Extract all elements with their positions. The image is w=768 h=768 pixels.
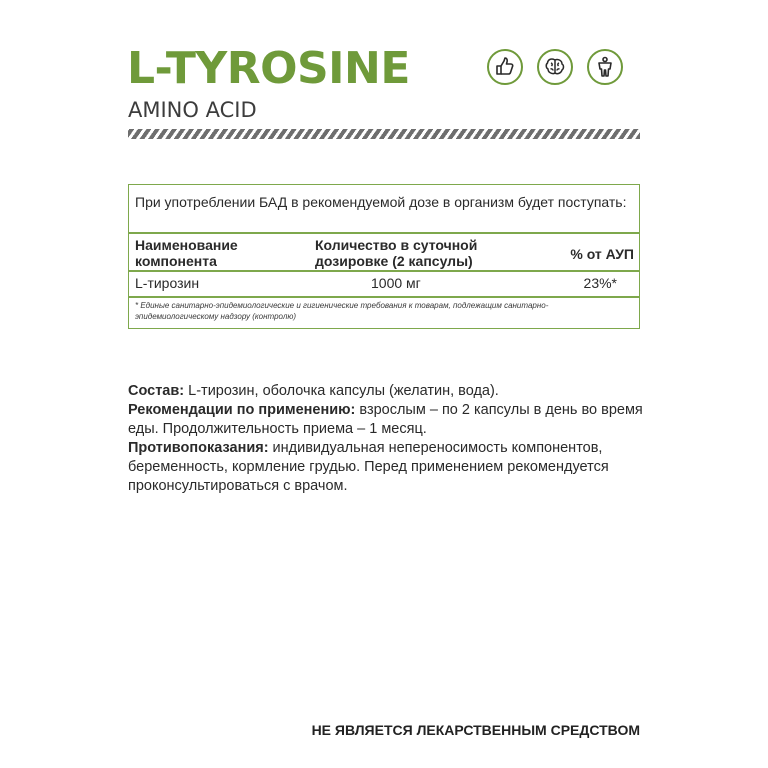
body-figure-icon (587, 49, 623, 85)
usage-label: Рекомендации по применению: (128, 402, 356, 418)
disclaimer-text: НЕ ЯВЛЯЕТСЯ ЛЕКАРСТВЕННЫМ СРЕДСТВОМ (311, 722, 640, 738)
row-amount: 1000 мг (371, 275, 421, 291)
usage-paragraph (128, 401, 648, 439)
product-title: L-TYROSINE (127, 43, 410, 94)
decorative-stripe (128, 129, 640, 139)
table-divider (129, 270, 639, 272)
composition-text: L-тирозин, оболочка капсулы (желатин, вода). (184, 383, 499, 399)
table-divider (129, 296, 639, 298)
table-intro: При употреблении БАД в рекомендуемой дозе в организм будет поступать: (135, 194, 627, 210)
row-percent: 23%* (583, 275, 617, 291)
contraindications-label: Противопоказания: (128, 440, 269, 456)
benefit-icons (487, 49, 623, 85)
product-subtitle: AMINO ACID (128, 98, 257, 122)
composition-label: Состав: (128, 383, 185, 399)
composition-paragraph (128, 382, 648, 401)
product-description (128, 382, 648, 496)
thumbs-up-icon (487, 49, 523, 85)
column-header-component: Наименование компонента (135, 237, 238, 269)
column-header-percent: % от АУП (570, 246, 634, 262)
column-header-amount: Количество в суточной дозировке (2 капсулы) (315, 237, 478, 269)
table-footnote: * Единые санитарно-эпидемиологические и гигиенические требования к товарам, подлежащим санитарно-эпидемиологическому надзору (контролю) (135, 301, 549, 321)
table-divider (129, 232, 639, 234)
usage-text: взрослым – по 2 капсулы в день во время еды. Продолжительность приема – 1 месяц. (128, 402, 643, 437)
contraindications-text: индивидуальная непереносимость компонентов, беременность, кормление грудью. Перед применением рекомендуется проконсультироваться с врачом. (128, 440, 609, 494)
brain-icon (537, 49, 573, 85)
row-component-name: L-тирозин (135, 275, 200, 291)
nutrition-table (128, 184, 640, 329)
contraindications-paragraph (128, 439, 648, 496)
